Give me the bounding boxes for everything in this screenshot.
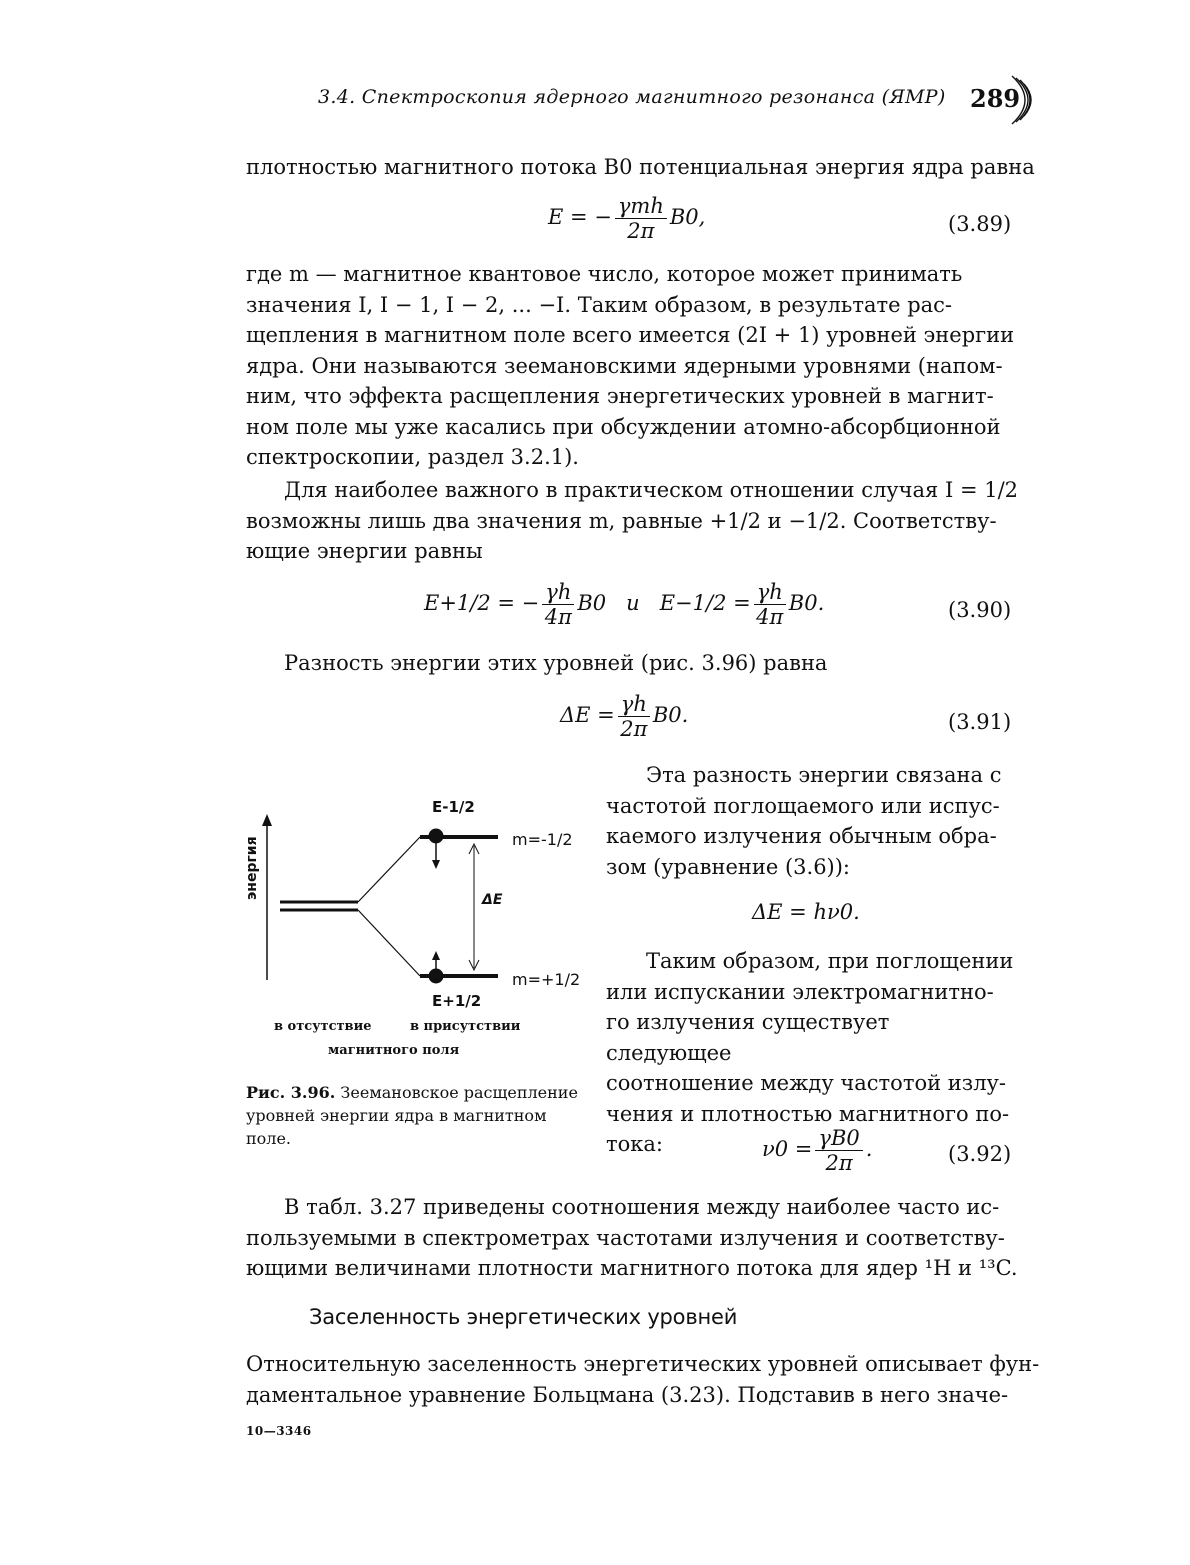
footer-signature: 10—3346 bbox=[246, 1424, 312, 1438]
caption-text: Зеемановское расщепление уровней энергии ядра в магнитном поле. bbox=[246, 1083, 578, 1148]
energy-axis-arrowhead bbox=[262, 814, 272, 826]
caption-number: Рис. 3.96. bbox=[246, 1083, 336, 1102]
eq390-mid: B0 и E−1/2 = bbox=[577, 591, 751, 615]
p7-line: ющими величинами плотности магнитного потока для ядер ¹H и ¹³C. bbox=[246, 1256, 1018, 1280]
upper-level-label: E-1/2 bbox=[432, 798, 475, 816]
section-heading: Заселенность энергетических уровней bbox=[309, 1305, 738, 1329]
p7-line: В табл. 3.27 приведены соотношения между наиболее часто ис- bbox=[284, 1195, 1000, 1219]
equation-3-92 bbox=[762, 1126, 872, 1175]
eq390-den1: 4π bbox=[544, 605, 572, 629]
p6-line: или испускании электромагнитно- bbox=[606, 979, 994, 1004]
spin-down-arrow-icon bbox=[432, 860, 440, 869]
p7-line: пользуемыми в спектрометрах частотами излучения и соответству- bbox=[246, 1225, 1005, 1250]
equation-3-91 bbox=[560, 692, 688, 741]
p2-line: ном поле мы уже касались при обсуждении атомно-абсорбционной bbox=[246, 414, 1001, 439]
eq391-den: 2π bbox=[620, 717, 648, 741]
split-connector-lower bbox=[358, 910, 420, 976]
paragraph-8 bbox=[246, 1349, 1039, 1410]
p2-line: где m — магнитное квантовое число, которое может принимать bbox=[246, 262, 963, 286]
label-absent: в отсутствие bbox=[274, 1019, 372, 1034]
p5-line: каемого излучения обычным обра- bbox=[606, 824, 997, 848]
equation-number-3-89: (3.89) bbox=[948, 212, 1012, 236]
equation-number-3-90: (3.90) bbox=[948, 598, 1012, 622]
eq389-rhs: B0, bbox=[669, 205, 706, 229]
eq391-lhs: ΔE = bbox=[560, 703, 615, 727]
p3-line: возможны лишь два значения m, равные +1/2 и −1/2. Соответству- bbox=[246, 508, 997, 533]
eq390-rhs: B0. bbox=[788, 591, 825, 615]
eq389-lhs: E = − bbox=[548, 205, 612, 229]
equation-number-3-91: (3.91) bbox=[948, 710, 1012, 734]
p3-line: Для наиболее важного в практическом отношении случая I = 1/2 bbox=[284, 478, 1019, 502]
running-head: 3.4. Спектроскопия ядерного магнитного резонанса (ЯМР) bbox=[318, 86, 946, 108]
eq390-num1: γh bbox=[542, 580, 574, 605]
page-number: 289 bbox=[970, 84, 1021, 113]
p6-line: Таким образом, при поглощении bbox=[646, 949, 1014, 973]
p8-line: Относительную заселенность энергетических уровней описывает фун- bbox=[246, 1352, 1040, 1376]
equation-delta-e-h-nu: ΔE = hν0. bbox=[752, 900, 860, 924]
delta-e-label: ΔE bbox=[482, 892, 503, 908]
paragraph-7 bbox=[246, 1192, 1018, 1284]
p2-line: ним, что эффекта расщепления энергетических уровней в магнит- bbox=[246, 384, 994, 408]
p2-line: щепления в магнитном поле всего имеется (2I + 1) уровней энергии bbox=[246, 323, 1015, 347]
paragraph-5 bbox=[606, 760, 1016, 882]
lower-level-label: E+1/2 bbox=[432, 992, 482, 1010]
equation-3-90 bbox=[424, 580, 824, 629]
energy-axis-label: энергия bbox=[244, 836, 260, 900]
p6-line: тока: bbox=[606, 1132, 663, 1156]
p6-line: чения и плотностью магнитного по- bbox=[606, 1101, 1010, 1126]
equation-number-3-92: (3.92) bbox=[948, 1142, 1012, 1166]
p2-line: значения I, I − 1, I − 2, ... −I. Таким образом, в результате рас- bbox=[246, 292, 953, 317]
eq389-num: γmh bbox=[615, 194, 667, 219]
paragraph-2 bbox=[246, 259, 1014, 473]
eq390-den2: 4π bbox=[756, 605, 784, 629]
eq389-den: 2π bbox=[627, 219, 655, 243]
eq391-num: γh bbox=[618, 692, 650, 717]
eq392-num: γB0 bbox=[815, 1126, 862, 1151]
p6-line: соотношение между частотой излу- bbox=[606, 1071, 1006, 1095]
paragraph-1: плотностью магнитного потока B0 потенциальная энергия ядра равна bbox=[246, 155, 1035, 179]
label-magnetic-field: магнитного поля bbox=[328, 1043, 460, 1058]
p3-line: ющие энергии равны bbox=[246, 539, 483, 563]
p8-line: даментальное уравнение Больцмана (3.23). Подставив в него значе- bbox=[246, 1382, 1009, 1407]
eq392-lhs: ν0 = bbox=[762, 1137, 813, 1161]
spin-up-arrow-icon bbox=[432, 951, 440, 960]
m-lower-label: m=+1/2 bbox=[512, 970, 581, 989]
p2-line: спектроскопии, раздел 3.2.1). bbox=[246, 445, 579, 469]
paragraph-3 bbox=[246, 475, 1018, 567]
p5-line: Эта разность энергии связана с bbox=[646, 763, 1002, 787]
label-present: в присутствии bbox=[410, 1019, 521, 1034]
eq390-lhs1: E+1/2 = − bbox=[424, 591, 540, 615]
figure-caption bbox=[246, 1081, 591, 1150]
split-connector-upper bbox=[358, 837, 420, 902]
equation-3-89 bbox=[548, 194, 705, 243]
p5-line: частотой поглощаемого или испус- bbox=[606, 793, 1000, 818]
eq392-den: 2π bbox=[825, 1151, 853, 1175]
p5-line: зом (уравнение (3.6)): bbox=[606, 854, 851, 879]
p6-line: го излучения существует следующее bbox=[606, 1010, 890, 1065]
eq392-rhs: . bbox=[865, 1137, 873, 1161]
eq390-num2: γh bbox=[754, 580, 786, 605]
p2-line: ядра. Они называются зеемановскими ядерными уровнями (напом- bbox=[246, 353, 1003, 378]
paragraph-4: Разность энергии этих уровней (рис. 3.96) равна bbox=[284, 651, 828, 675]
page-corner-ornament-icon bbox=[1008, 72, 1040, 128]
m-upper-label: m=-1/2 bbox=[512, 830, 573, 849]
eq391-rhs: B0. bbox=[652, 703, 689, 727]
